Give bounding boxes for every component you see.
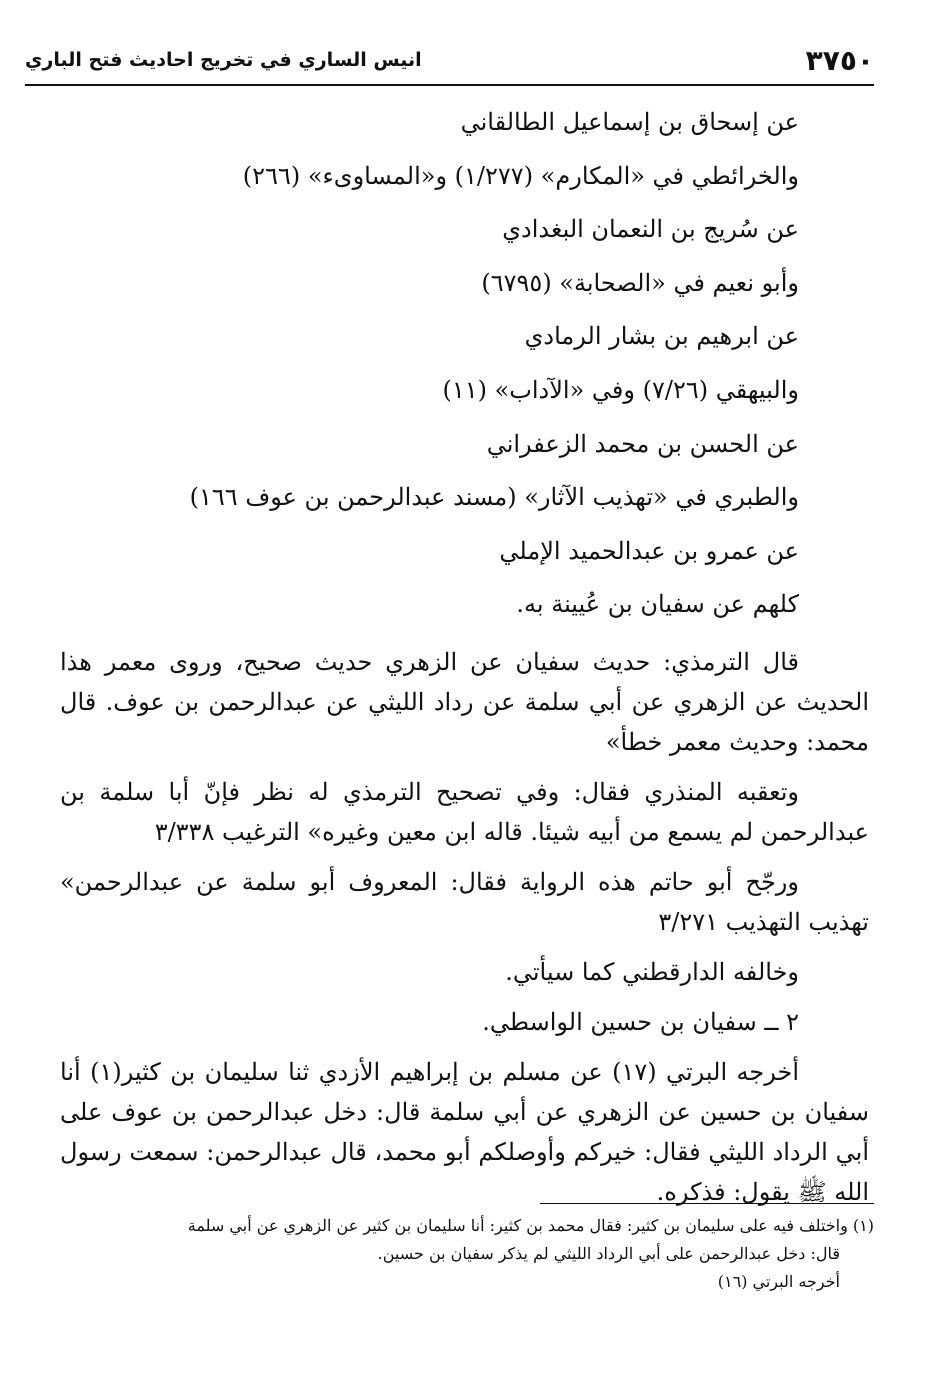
- text-line: والطبري في «تهذيب الآثار» (مسند عبدالرحمن بن عوف ١٦٦): [189, 483, 799, 512]
- text-line: عن سُريج بن النعمان البغدادي: [502, 215, 799, 244]
- text-line: والخرائطي في «المكارم» (١/٢٧٧) و«المساوىء» (٢٦٦): [242, 161, 799, 190]
- text-line: عن ابرهيم بن بشار الرمادي: [524, 322, 799, 351]
- running-title: انيس الساري في تخريج احاديث فتح الباري: [25, 49, 422, 71]
- paragraph: وتعقبه المنذري فقال: وفي تصحيح الترمذي له نظر فإنّ أبا سلمة بن عبدالرحمن لم يسمع من أبيه شيئا. قاله ابن معين وغيره» الترغيب ٣/٣٣٨: [60, 777, 869, 846]
- footnote-rule: [540, 1203, 874, 1204]
- header-rule: [25, 84, 874, 86]
- paragraph: وخالفه الدارقطني كما سيأتي.: [505, 957, 799, 986]
- paragraph: قال الترمذي: حديث سفيان عن الزهري حديث صحيح، وروى معمر هذا الحديث عن الزهري عن أبي سلمة عن رداد الليثي عن عبدالرحمن بن عوف. قال محمد: وحديث معمر خطأ»: [60, 647, 869, 756]
- text-line: عن عمرو بن عبدالحميد الإملي: [499, 536, 799, 565]
- main-text: [60, 96, 869, 1212]
- footnote-line: أخرجه البرتي (١٦): [717, 1272, 840, 1291]
- page-number: ٣٧٥٠: [805, 43, 874, 77]
- section-heading: ٢ ــ سفيان بن حسين الواسطي.: [482, 1007, 799, 1036]
- text-line: وأبو نعيم في «الصحابة» (٦٧٩٥): [481, 268, 799, 297]
- paragraph: ورجّح أبو حاتم هذه الرواية فقال: المعروف أبو سلمة عن عبدالرحمن» تهذيب التهذيب ٣/٢٧١: [60, 867, 869, 936]
- text-line: عن الحسن بن محمد الزعفراني: [486, 429, 799, 458]
- paragraph: أخرجه البرتي (١٧) عن مسلم بن إبراهيم الأزدي ثنا سليمان بن كثير(١) أنا سفيان بن حسين عن الزهري عن أبي سلمة قال: دخل عبدالرحمن بن عوف على أبي الرداد الليثي فقال: خيركم وأوصلكم أبو محمد، قال عبدالرحمن: سمعت رسول الله ﷺ يقول: فذكره.: [60, 1057, 869, 1206]
- page-header: [25, 38, 874, 82]
- text-line: عن إسحاق بن إسماعيل الطالقاني: [460, 108, 799, 136]
- text-line: كلهم عن سفيان بن عُيينة به.: [516, 590, 799, 619]
- footnotes: [60, 1212, 874, 1296]
- text-line: والبيهقي (٧/٢٦) وفي «الآداب» (١١): [442, 375, 799, 404]
- footnote-line: (١) واختلف فيه على سليمان بن كثير: فقال محمد بن كثير: أنا سليمان بن كثير عن الزهري عن أبي سلمة: [187, 1216, 874, 1235]
- footnote-line: قال: دخل عبدالرحمن على أبي الرداد الليثي لم يذكر سفيان بن حسين.: [377, 1244, 840, 1263]
